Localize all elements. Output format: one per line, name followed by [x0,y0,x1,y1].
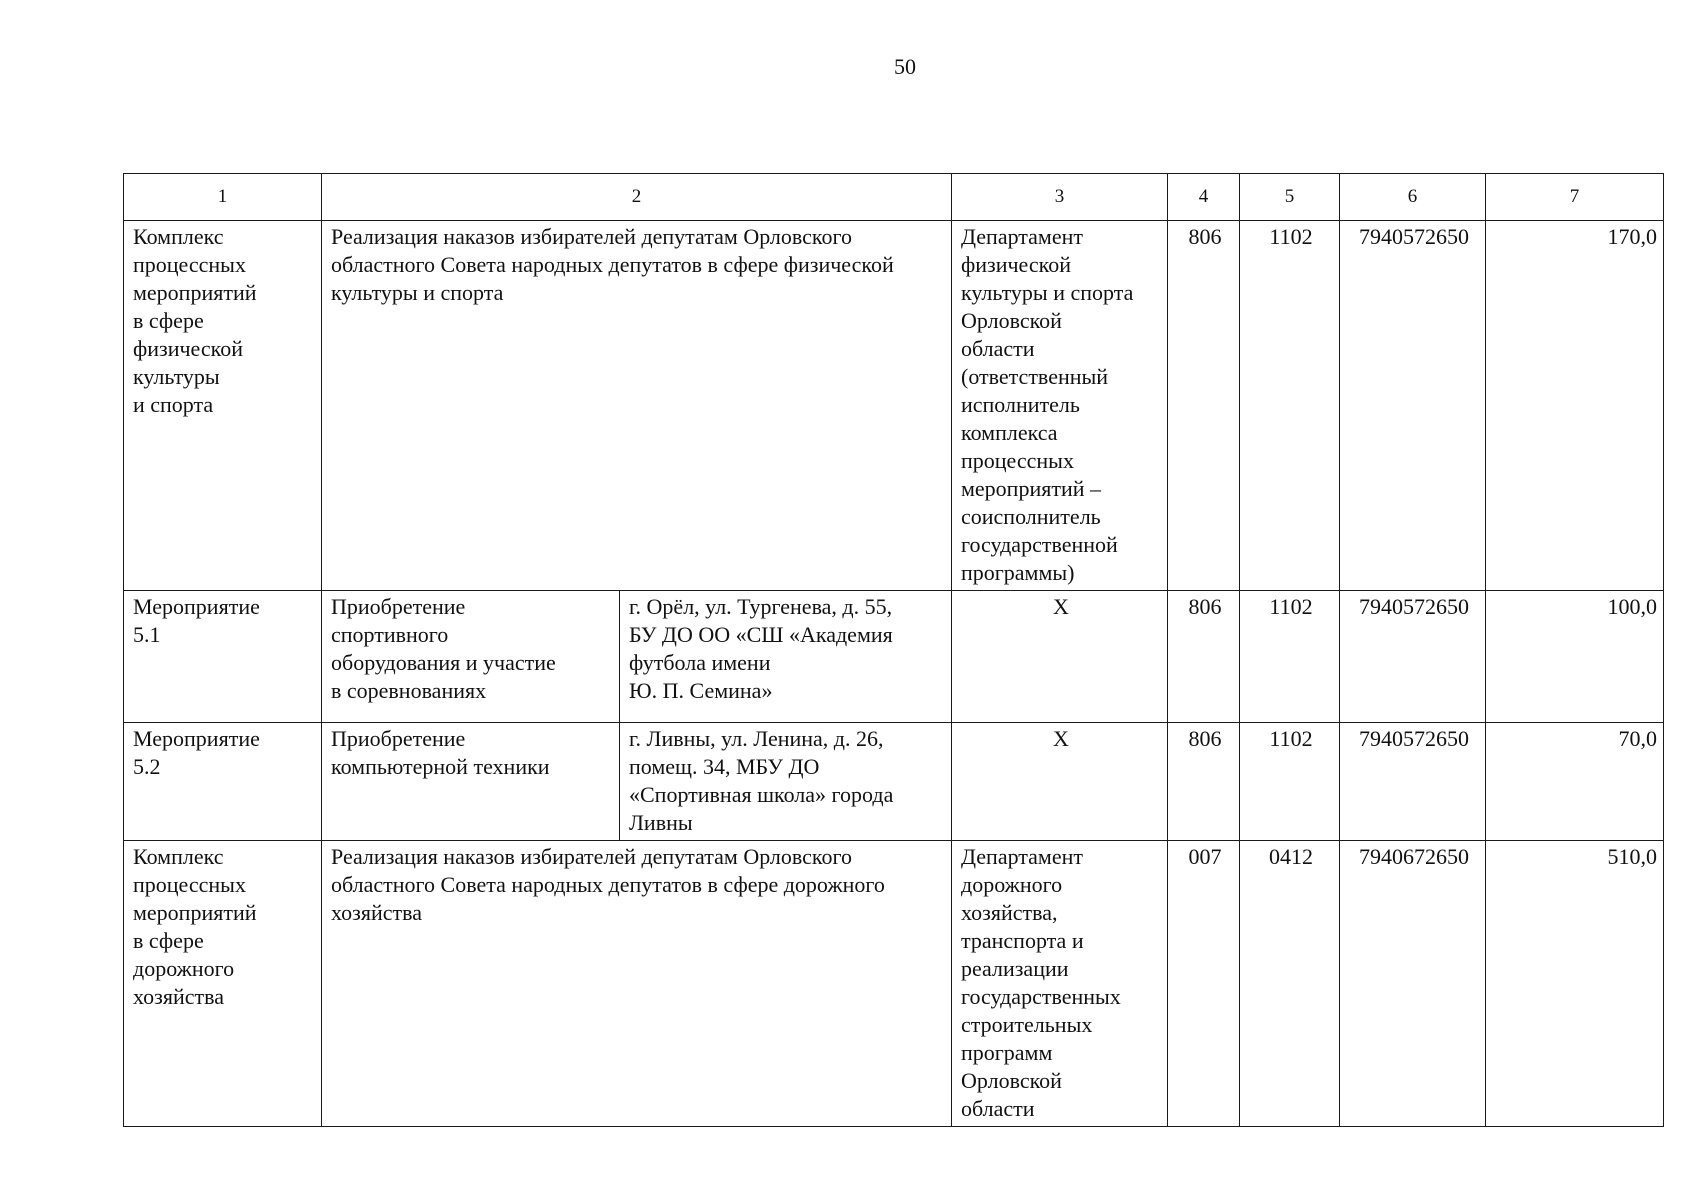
table-header-row [124,174,1664,221]
description-cell: Приобретение компьютерной техники [322,723,620,841]
amount-cell: 510,0 [1486,841,1664,1127]
table-row [124,221,1664,591]
section-cell: 1102 [1240,221,1340,591]
program-name-cell: Комплекс процессных мероприятий в сфере дорожного хозяйства [124,841,322,1127]
header-cell: 7 [1486,174,1664,221]
target-article-cell: 7940572650 [1340,591,1486,723]
table-row [124,591,1664,723]
target-article-cell: 7940572650 [1340,723,1486,841]
table-row [124,723,1664,841]
header-cell: 2 [322,174,952,221]
executor-cell: Департамент физической культуры и спорта Орловской области (ответственный исполнитель комплекса процессных мероприятий – соисполнитель государственной программы) [952,221,1168,591]
target-article-cell: 7940572650 [1340,221,1486,591]
description-cell: Реализация наказов избирателей депутатам Орловского областного Совета народных депутатов в сфере дорожного хозяйства [322,841,952,1127]
header-cell: 1 [124,174,322,221]
executor-cell: Х [952,723,1168,841]
description-cell: Приобретение спортивного оборудования и участие в соревнованиях [322,591,620,723]
code-cell: 007 [1168,841,1240,1127]
executor-cell: Х [952,591,1168,723]
section-cell: 1102 [1240,723,1340,841]
header-cell: 3 [952,174,1168,221]
page-number: 50 [894,54,916,79]
section-cell: 0412 [1240,841,1340,1127]
description-cell: Реализация наказов избирателей депутатам Орловского областного Совета народных депутатов в сфере физической культуры и спорта [322,221,952,591]
target-article-cell: 7940672650 [1340,841,1486,1127]
header-cell: 4 [1168,174,1240,221]
table-row [124,841,1664,1127]
amount-cell: 100,0 [1486,591,1664,723]
amount-cell: 70,0 [1486,723,1664,841]
section-cell: 1102 [1240,591,1340,723]
address-cell: г. Орёл, ул. Тургенева, д. 55, БУ ДО ОО «СШ «Академия футбола имени Ю. П. Семина» [620,591,952,723]
executor-cell: Департамент дорожного хозяйства, транспорта и реализации государственных строительных программ Орловской области [952,841,1168,1127]
code-cell: 806 [1168,221,1240,591]
header-cell: 6 [1340,174,1486,221]
program-name-cell: Мероприятие 5.2 [124,723,322,841]
header-cell: 5 [1240,174,1340,221]
address-cell: г. Ливны, ул. Ленина, д. 26, помещ. 34, МБУ ДО «Спортивная школа» города Ливны [620,723,952,841]
program-name-cell: Комплекс процессных мероприятий в сфере физической культуры и спорта [124,221,322,591]
code-cell: 806 [1168,723,1240,841]
amount-cell: 170,0 [1486,221,1664,591]
program-name-cell: Мероприятие 5.1 [124,591,322,723]
budget-table [123,173,1664,1127]
code-cell: 806 [1168,591,1240,723]
